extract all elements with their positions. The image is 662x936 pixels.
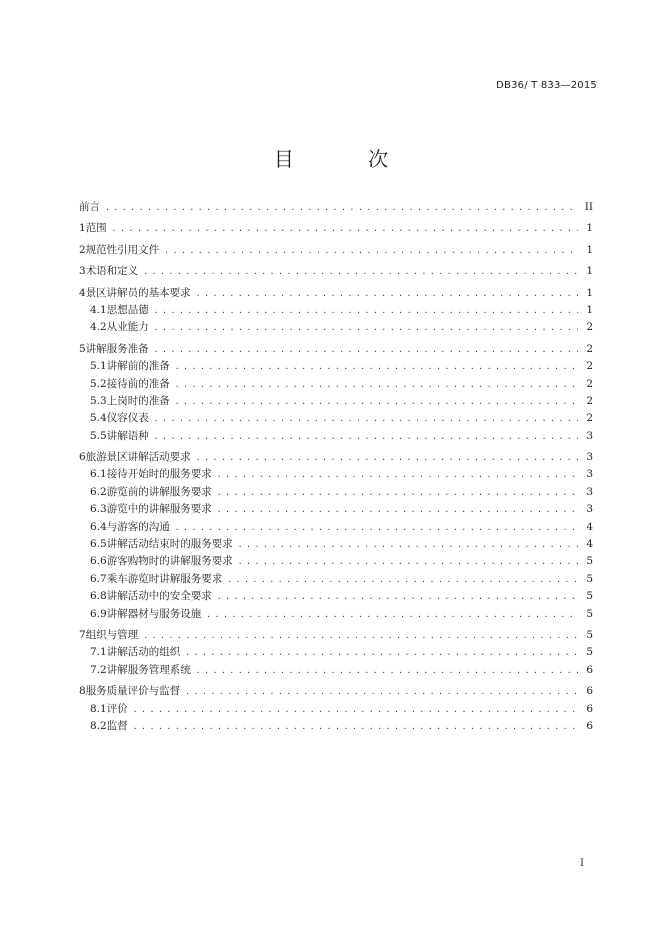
toc-entry-page: 3	[586, 485, 593, 498]
toc-dot-leader	[185, 644, 578, 661]
toc-entry-number: 5.1	[90, 360, 107, 373]
toc-dot-leader	[154, 302, 578, 319]
toc-entry[interactable]	[79, 466, 593, 483]
toc-entry-page: 1	[586, 303, 593, 316]
toc-dot-leader	[217, 588, 578, 605]
toc-entry-label: 讲解活动结束时的服务要求	[106, 538, 233, 551]
toc-entry-label: 讲解器材与服务设施	[106, 607, 202, 620]
toc-entry-number: 5.2	[90, 377, 107, 390]
toc-entry[interactable]	[79, 571, 593, 588]
toc-entry[interactable]	[79, 428, 593, 445]
toc-entry[interactable]	[79, 376, 593, 393]
toc-entry-number: 5.3	[90, 394, 107, 407]
toc-entry-page: 1	[586, 265, 593, 278]
toc-entry-label: 上岗时的准备	[106, 394, 170, 407]
toc-entry-page: 5	[586, 555, 593, 568]
document-code: DB36/ T 833—2015	[496, 80, 597, 91]
toc-entry[interactable]	[79, 519, 593, 536]
toc-entry-label: 讲解语种	[106, 429, 149, 442]
toc-entry-label: 组织与管理	[85, 628, 139, 641]
toc-entry-label: 乘车游览时讲解服务要求	[106, 572, 223, 585]
toc-entry-label: 前言	[79, 201, 100, 213]
toc-dot-leader	[206, 606, 578, 623]
toc-entry-label: 讲解服务管理系统	[106, 663, 191, 676]
toc-entry-page: 5	[586, 607, 593, 620]
toc-entry[interactable]	[79, 606, 593, 623]
toc-entry[interactable]	[79, 263, 593, 280]
toc-entry-label: 与游客的沟通	[106, 520, 170, 533]
toc-entry[interactable]	[79, 319, 593, 336]
toc-dot-leader	[154, 428, 578, 445]
toc-dot-leader	[112, 220, 578, 237]
toc-entry-page: 5	[586, 628, 593, 641]
toc-entry[interactable]	[79, 393, 593, 410]
toc-entry-label: 接待前的准备	[106, 377, 170, 390]
toc-entry-number: 6.1	[90, 468, 107, 481]
toc-entry-page: 2	[586, 412, 593, 425]
toc-entry-number: 4.1	[90, 303, 107, 316]
toc-entry-label: 监督	[106, 719, 128, 732]
toc-entry-number: 4	[79, 286, 86, 299]
toc-dot-leader	[143, 627, 578, 644]
toc-entry-label: 景区讲解员的基本要求	[85, 286, 191, 299]
toc-dot-leader	[164, 242, 578, 259]
toc-entry-number: 7.1	[90, 646, 107, 659]
toc-dot-leader	[227, 571, 578, 588]
toc-entry-label: 从业能力	[106, 321, 149, 334]
toc-dot-leader	[217, 484, 578, 501]
toc-entry[interactable]	[79, 683, 593, 700]
toc-entry[interactable]	[79, 701, 593, 718]
toc-dot-leader	[175, 519, 578, 536]
toc-entry-page: 2	[586, 377, 593, 390]
toc-dot-leader	[238, 553, 578, 570]
toc-dot-leader	[154, 410, 578, 427]
toc-entry-number: 2	[79, 243, 86, 256]
toc-entry-label: 规范性引用文件	[85, 243, 160, 256]
toc-entry[interactable]	[79, 242, 593, 259]
toc-entry[interactable]	[79, 199, 593, 216]
toc-entry[interactable]	[79, 553, 593, 570]
toc-entry-number: 4.2	[90, 321, 107, 334]
toc-entry[interactable]	[79, 588, 593, 605]
toc-entry-label: 接待开始时的服务要求	[106, 468, 212, 481]
toc-entry-page: 3	[586, 503, 593, 516]
toc-entry-page: 6	[586, 719, 593, 732]
toc-entry-number: 6.6	[90, 555, 107, 568]
toc-entry-page: 2	[586, 342, 593, 355]
toc-entry[interactable]	[79, 410, 593, 427]
toc-entry-number: 3	[79, 265, 86, 278]
toc-entry[interactable]	[79, 718, 593, 735]
toc-entry-page: 1	[586, 243, 593, 256]
toc-entry-number: 6.3	[90, 503, 107, 516]
toc-entry-label: 游览前的讲解服务要求	[106, 485, 212, 498]
toc-entry[interactable]	[79, 662, 593, 679]
toc-entry-label: 思想品德	[106, 303, 149, 316]
toc-entry-number: 6.5	[90, 538, 107, 551]
toc-entry-page: 3	[586, 468, 593, 481]
toc-entry[interactable]	[79, 285, 593, 302]
toc-dot-leader	[217, 501, 578, 518]
toc-entry-page: 5	[586, 572, 593, 585]
toc-entry-page: 2	[586, 360, 593, 373]
toc-entry-number: 5.5	[90, 429, 107, 442]
toc-entry-page: 5	[586, 590, 593, 603]
toc-entry[interactable]	[79, 302, 593, 319]
toc-entry-page: 4	[586, 538, 593, 551]
toc-entry-label: 评价	[106, 702, 128, 715]
toc-entry-label: 旅游景区讲解活动要求	[85, 451, 191, 464]
toc-entry-page: 6	[586, 685, 593, 698]
toc-dot-leader	[175, 358, 578, 375]
toc-entry-page: 1	[586, 286, 593, 299]
toc-entry-label: 游览中的讲解服务要求	[106, 503, 212, 516]
toc-entry[interactable]	[79, 358, 593, 375]
toc-entry[interactable]	[79, 220, 593, 237]
toc-entry-page: 6	[586, 702, 593, 715]
toc-dot-leader	[196, 449, 578, 466]
toc-entry-number: 1	[79, 222, 86, 235]
toc-entry-number: 5.4	[90, 412, 107, 425]
toc-entry-number: 6.7	[90, 572, 107, 585]
toc-dot-leader	[105, 199, 578, 216]
toc-entry[interactable]	[79, 644, 593, 661]
toc-entry-page: 2	[586, 321, 593, 334]
toc-entry-label: 讲解活动中的安全要求	[106, 590, 212, 603]
toc-entry-number: 6.4	[90, 520, 107, 533]
toc-entry-number: 8.1	[90, 702, 107, 715]
toc-entry-page: 3	[586, 429, 593, 442]
toc-entry-number: 6.9	[90, 607, 107, 620]
toc-entry-page: 1	[586, 222, 593, 235]
toc-entry[interactable]	[79, 501, 593, 518]
toc-dot-leader	[196, 285, 578, 302]
toc-entry-label: 仪容仪表	[106, 412, 149, 425]
toc-entry[interactable]	[79, 627, 593, 644]
toc-dot-leader	[185, 683, 578, 700]
toc-entry-label: 游客购物时的讲解服务要求	[106, 555, 233, 568]
toc-entry[interactable]	[79, 449, 593, 466]
toc-dot-leader	[175, 376, 578, 393]
toc-entry-number: 8.2	[90, 719, 107, 732]
toc-entry-page: 4	[586, 520, 593, 533]
toc-entry[interactable]	[79, 536, 593, 553]
toc-entry-label: 服务质量评价与监督	[85, 685, 181, 698]
toc-entry-label: 讲解服务准备	[85, 342, 149, 355]
toc-entry-page: 2	[586, 394, 593, 407]
toc-entry-page: 3	[586, 451, 593, 464]
page-number: I	[580, 858, 584, 869]
toc-entry-number: 7	[79, 628, 86, 641]
toc-entry-page: II	[584, 201, 593, 213]
toc-dot-leader	[175, 393, 578, 410]
toc-entry-number: 7.2	[90, 663, 107, 676]
toc-entry-label: 讲解前的准备	[106, 360, 170, 373]
toc-dot-leader	[133, 718, 578, 735]
toc-title: 目 次	[273, 147, 423, 171]
toc-entry-page: 5	[586, 646, 593, 659]
toc-entry-label: 范围	[85, 222, 107, 235]
toc-dot-leader	[217, 466, 578, 483]
toc-entry-page: 6	[586, 663, 593, 676]
toc-dot-leader	[133, 701, 578, 718]
toc-entry-number: 8	[79, 685, 86, 698]
toc-dot-leader	[238, 536, 578, 553]
toc-entry-number: 6	[79, 451, 86, 464]
toc-dot-leader	[154, 319, 578, 336]
table-of-contents	[79, 199, 593, 735]
toc-entry[interactable]	[79, 484, 593, 501]
toc-dot-leader	[154, 341, 578, 358]
toc-entry-number: 5	[79, 342, 86, 355]
toc-entry[interactable]	[79, 341, 593, 358]
toc-entry-number: 6.8	[90, 590, 107, 603]
toc-dot-leader	[143, 263, 578, 280]
toc-entry-label: 讲解活动的组织	[106, 646, 181, 659]
toc-entry-number: 6.2	[90, 485, 107, 498]
toc-entry-label: 术语和定义	[85, 265, 139, 278]
toc-dot-leader	[196, 662, 578, 679]
